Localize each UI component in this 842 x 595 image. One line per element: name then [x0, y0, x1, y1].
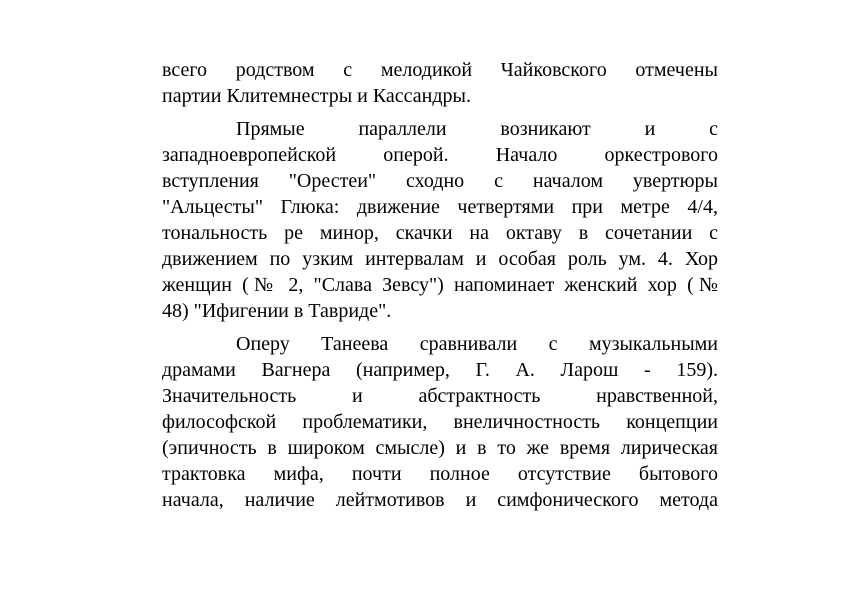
text-line: всего родством с мелодикой Чайковского отмечены	[162, 59, 718, 81]
paragraph-3	[162, 331, 718, 513]
text-line: философской проблематики, внеличностность концепции	[162, 411, 718, 433]
text-line: 48) "Ифигении в Тавриде".	[162, 300, 392, 322]
text-line: тональность ре минор, скачки на октаву в сочетании с	[162, 222, 718, 244]
text-line: движением по узким интервалам и особая роль ум. 4. Хор	[162, 248, 718, 270]
text-line: Значительность и абстрактность нравственной,	[162, 385, 718, 407]
text-line: трактовка мифа, почти полное отсутствие бытового	[162, 463, 718, 485]
paragraph-1	[162, 57, 718, 109]
text-line: Прямые параллели возникают и с	[236, 118, 718, 140]
text-line: женщин (№ 2, "Слава Зевсу") напоминает женский хор (№	[162, 274, 718, 296]
text-line: (эпичность в широком смысле) и в то же время лирическая	[162, 437, 718, 459]
text-line: начала, наличие лейтмотивов и симфонического метода	[162, 489, 718, 511]
text-line: Оперу Танеева сравнивали с музыкальными	[236, 333, 718, 355]
text-line: западноевропейской оперой. Начало оркестрового	[162, 144, 718, 166]
text-column	[162, 57, 718, 513]
paragraph-2	[162, 116, 718, 324]
text-line: вступления "Орестеи" сходно с началом увертюры	[162, 170, 718, 192]
text-line: партии Клитемнестры и Кассандры.	[162, 85, 471, 107]
text-line: драмами Вагнера (например, Г. А. Ларош - 159).	[162, 359, 718, 381]
text-line: "Альцесты" Глюка: движение четвертями при метре 4/4,	[162, 196, 718, 218]
